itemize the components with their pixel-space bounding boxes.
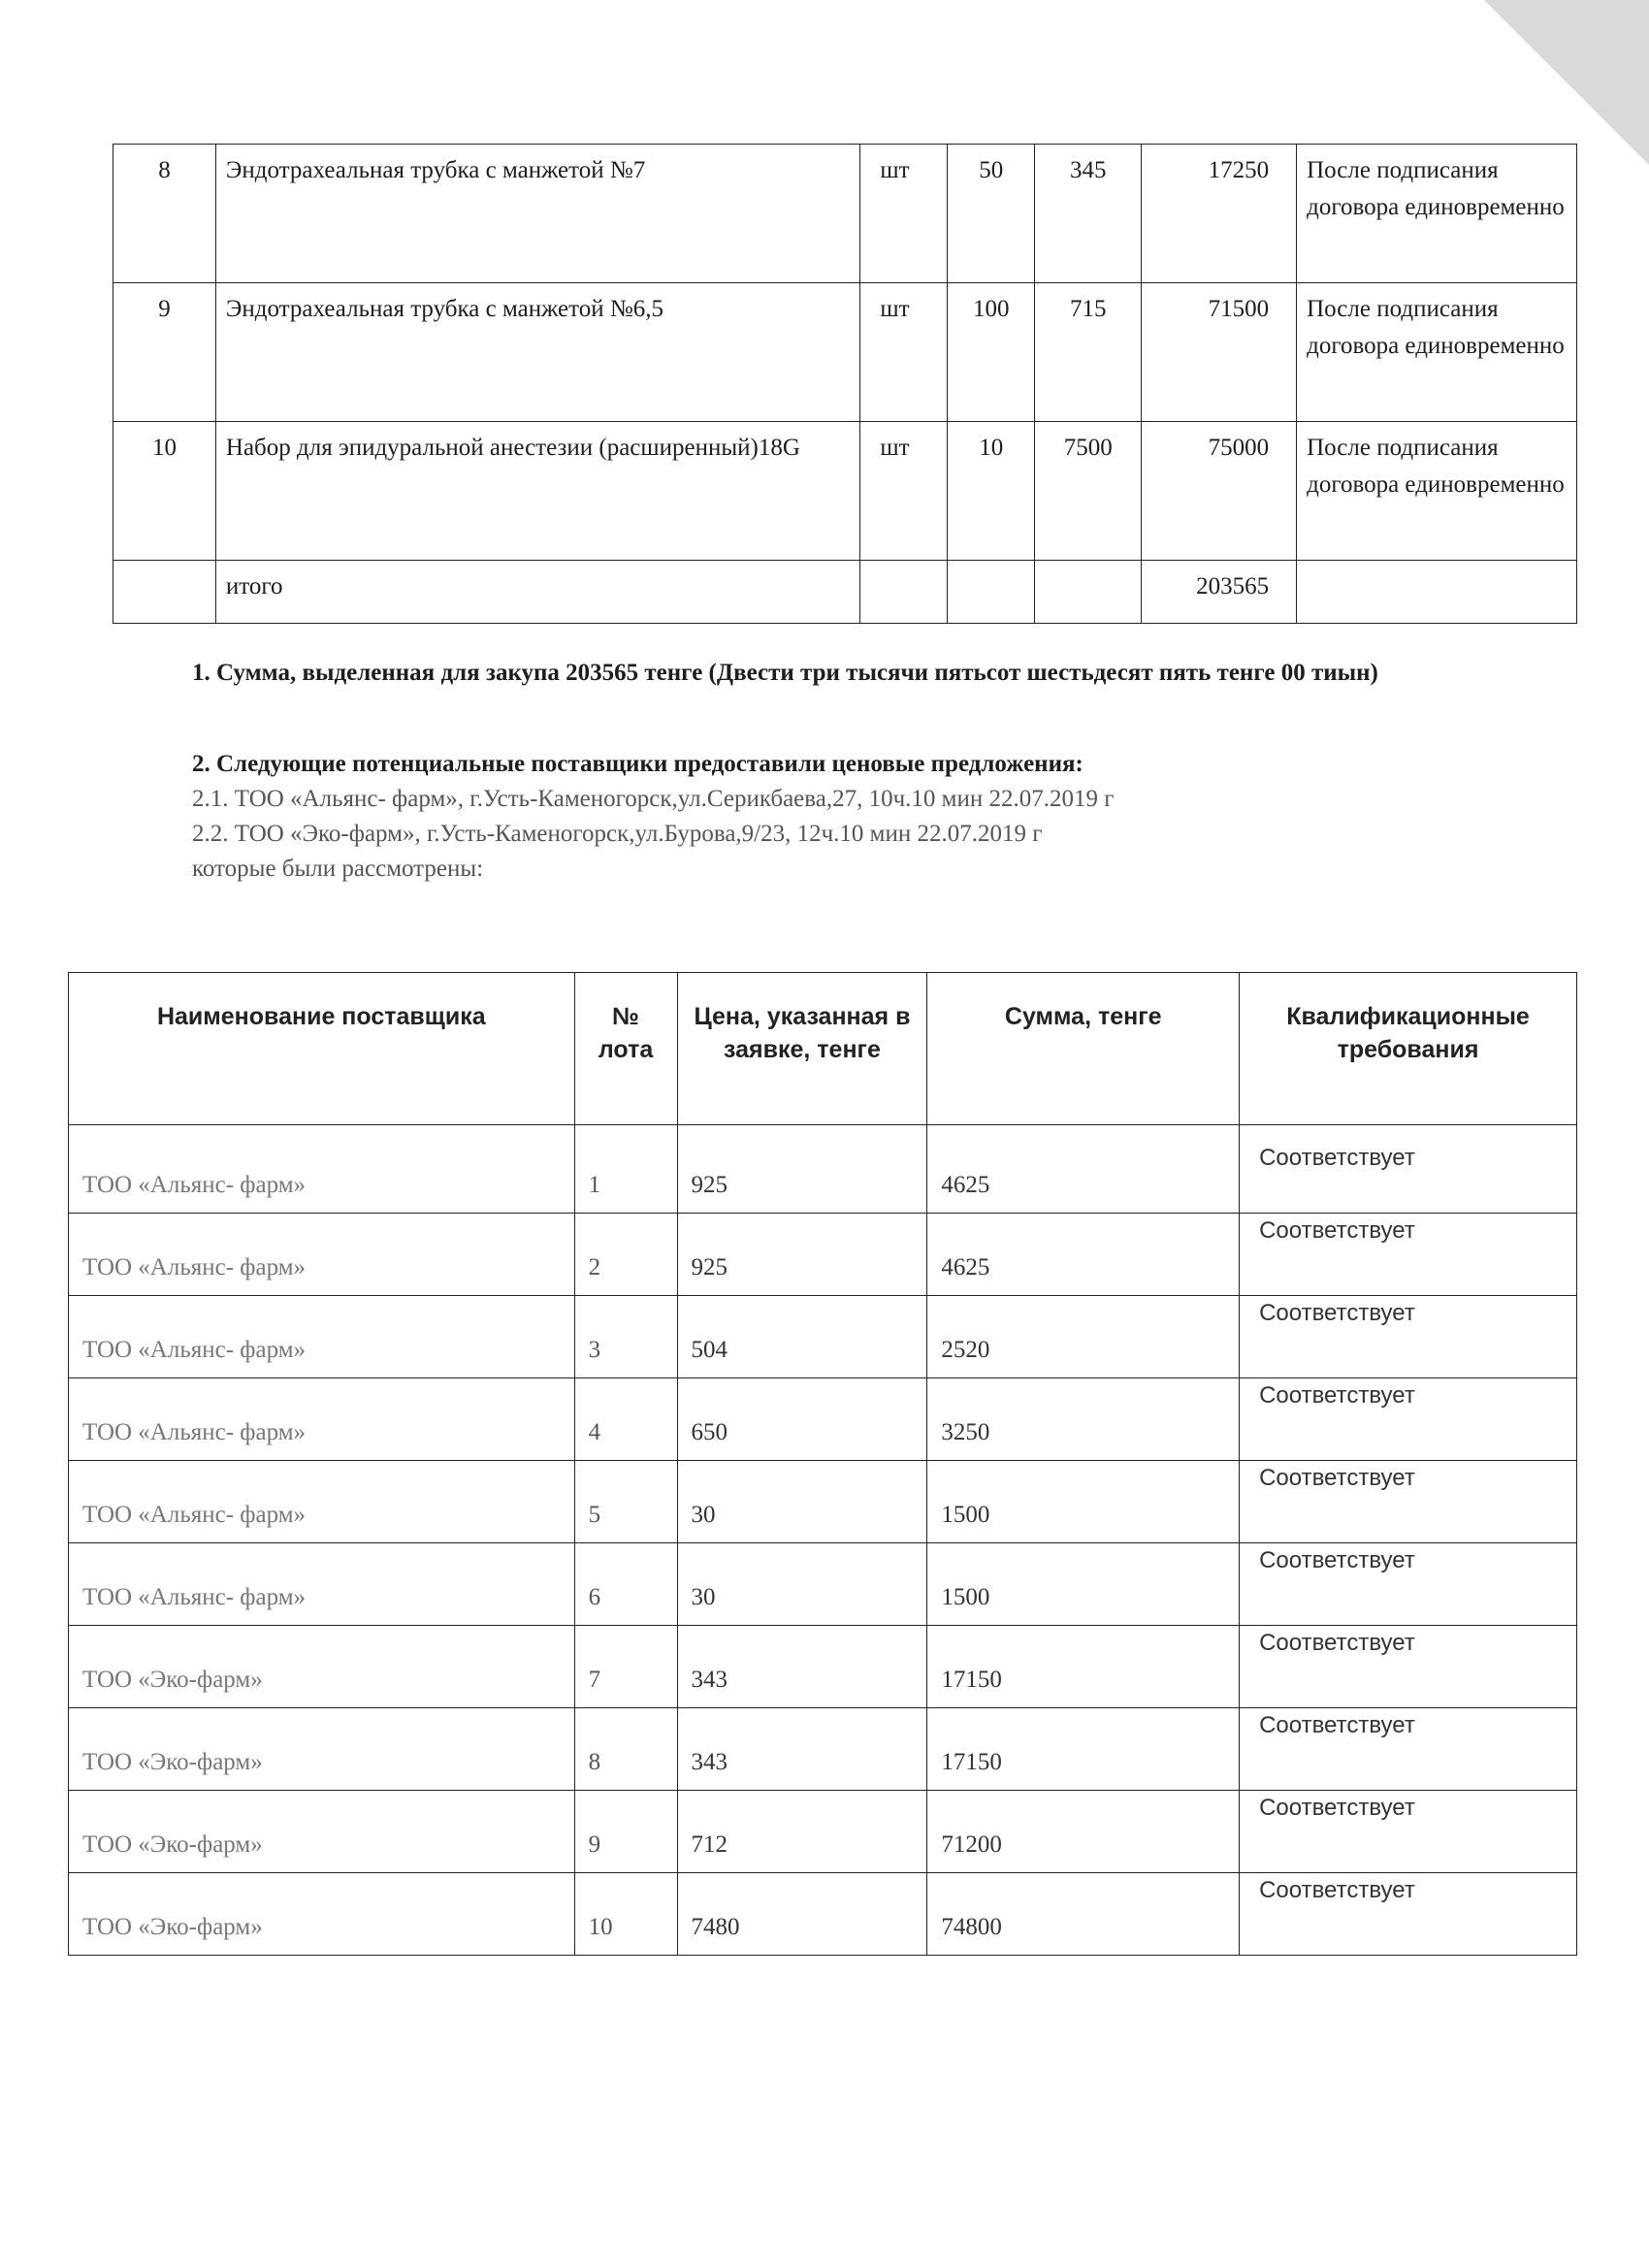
offer-sum: 71200 — [927, 1791, 1240, 1873]
lot-row — [113, 145, 1577, 283]
reviewed-line: которые были рассмотрены: — [192, 856, 484, 882]
empty-cell — [113, 561, 216, 624]
offer-qualification: Соответствует — [1240, 1125, 1577, 1214]
offer-price: 343 — [677, 1708, 927, 1791]
offer-qualification: Соответствует — [1240, 1296, 1577, 1378]
offer-lot: 9 — [574, 1791, 677, 1873]
lot-number: 8 — [113, 145, 216, 283]
lot-sum: 71500 — [1142, 283, 1297, 422]
offer-sum: 2520 — [927, 1296, 1240, 1378]
offer-lot: 1 — [574, 1125, 677, 1214]
empty-cell — [1035, 561, 1142, 624]
lot-quantity: 50 — [948, 145, 1035, 283]
offers-table — [68, 972, 1577, 1956]
offer-supplier: ТОО «Эко-фарм» — [69, 1626, 575, 1708]
offer-qualification: Соответствует — [1240, 1214, 1577, 1296]
offer-qualification: Соответствует — [1240, 1791, 1577, 1873]
header-qualification: Квалификационные требования — [1240, 973, 1577, 1125]
offer-price: 30 — [677, 1461, 927, 1543]
supplier-line-2: 2.2. ТОО «Эко-фарм», г.Усть-Каменогорск,ул.Бурова,9/23, 12ч.10 мин 22.07.2019 г — [192, 821, 1043, 847]
offer-row — [69, 1626, 1577, 1708]
header-price: Цена, указанная в заявке, тенге — [677, 973, 927, 1125]
offer-sum: 1500 — [927, 1461, 1240, 1543]
offer-sum: 17150 — [927, 1626, 1240, 1708]
offer-row — [69, 1543, 1577, 1626]
offer-lot: 10 — [574, 1873, 677, 1956]
offer-supplier: ТОО «Альянс- фарм» — [69, 1461, 575, 1543]
offer-price: 504 — [677, 1296, 927, 1378]
offer-row — [69, 1873, 1577, 1956]
lot-number: 10 — [113, 422, 216, 561]
offer-qualification: Соответствует — [1240, 1873, 1577, 1956]
offer-lot: 6 — [574, 1543, 677, 1626]
offer-supplier: ТОО «Альянс- фарм» — [69, 1125, 575, 1214]
offer-lot: 5 — [574, 1461, 677, 1543]
offer-sum: 3250 — [927, 1378, 1240, 1461]
offer-row — [69, 1214, 1577, 1296]
offer-price: 712 — [677, 1791, 927, 1873]
offer-lot: 7 — [574, 1626, 677, 1708]
header-sum: Сумма, тенге — [927, 973, 1240, 1125]
offer-price: 343 — [677, 1626, 927, 1708]
offer-sum: 4625 — [927, 1125, 1240, 1214]
offer-qualification: Соответствует — [1240, 1543, 1577, 1626]
lot-name: Эндотрахеальная трубка с манжетой №6,5 — [215, 283, 859, 422]
offer-price: 925 — [677, 1125, 927, 1214]
lot-unit: шт — [860, 422, 948, 561]
suppliers-heading: 2. Следующие потенциальные поставщики предоставили ценовые предложения: — [192, 751, 1083, 777]
offer-sum: 1500 — [927, 1543, 1240, 1626]
offer-lot: 4 — [574, 1378, 677, 1461]
lot-price: 345 — [1035, 145, 1142, 283]
offer-row — [69, 1461, 1577, 1543]
empty-cell — [1297, 561, 1577, 624]
total-sum: 203565 — [1142, 561, 1297, 624]
offer-qualification: Соответствует — [1240, 1626, 1577, 1708]
lot-delivery-term: После подписания договора единовременно — [1297, 145, 1577, 283]
folded-corner — [1484, 0, 1649, 165]
empty-cell — [860, 561, 948, 624]
lot-unit: шт — [860, 283, 948, 422]
offer-row — [69, 1708, 1577, 1791]
offer-price: 7480 — [677, 1873, 927, 1956]
supplier-line-1: 2.1. ТОО «Альянс- фарм», г.Усть-Каменогорск,ул.Серикбаева,27, 10ч.10 мин 22.07.2019 г — [192, 786, 1115, 812]
lot-price: 7500 — [1035, 422, 1142, 561]
lot-sum: 17250 — [1142, 145, 1297, 283]
offer-supplier: ТОО «Альянс- фарм» — [69, 1378, 575, 1461]
offer-qualification: Соответствует — [1240, 1378, 1577, 1461]
offer-supplier: ТОО «Эко-фарм» — [69, 1791, 575, 1873]
lot-unit: шт — [860, 145, 948, 283]
total-label: итого — [215, 561, 859, 624]
suppliers-paragraph — [192, 747, 1560, 887]
lot-price: 715 — [1035, 283, 1142, 422]
offer-supplier: ТОО «Эко-фарм» — [69, 1708, 575, 1791]
offer-supplier: ТОО «Альянс- фарм» — [69, 1214, 575, 1296]
header-lot: № лота — [574, 973, 677, 1125]
offer-sum: 17150 — [927, 1708, 1240, 1791]
offer-row — [69, 1125, 1577, 1214]
offer-supplier: ТОО «Альянс- фарм» — [69, 1543, 575, 1626]
offer-price: 650 — [677, 1378, 927, 1461]
lot-name: Набор для эпидуральной анестезии (расширенный)18G — [215, 422, 859, 561]
header-supplier: Наименование поставщика — [69, 973, 575, 1125]
lot-row — [113, 422, 1577, 561]
total-row — [113, 561, 1577, 624]
offer-row — [69, 1378, 1577, 1461]
offer-lot: 3 — [574, 1296, 677, 1378]
offer-sum: 74800 — [927, 1873, 1240, 1956]
offer-row — [69, 1296, 1577, 1378]
lot-row — [113, 283, 1577, 422]
offer-supplier: ТОО «Эко-фарм» — [69, 1873, 575, 1956]
offer-lot: 2 — [574, 1214, 677, 1296]
lot-quantity: 100 — [948, 283, 1035, 422]
offers-header-row — [69, 973, 1577, 1125]
lot-name: Эндотрахеальная трубка с манжетой №7 — [215, 145, 859, 283]
offer-row — [69, 1791, 1577, 1873]
offer-qualification: Соответствует — [1240, 1461, 1577, 1543]
lot-delivery-term: После подписания договора единовременно — [1297, 422, 1577, 561]
offer-qualification: Соответствует — [1240, 1708, 1577, 1791]
offer-price: 30 — [677, 1543, 927, 1626]
offer-supplier: ТОО «Альянс- фарм» — [69, 1296, 575, 1378]
lot-number: 9 — [113, 283, 216, 422]
offer-price: 925 — [677, 1214, 927, 1296]
lots-table — [113, 144, 1577, 624]
empty-cell — [948, 561, 1035, 624]
lot-sum: 75000 — [1142, 422, 1297, 561]
lot-quantity: 10 — [948, 422, 1035, 561]
allocated-sum-paragraph: 1. Сумма, выделенная для закупа 203565 тенге (Двести три тысячи пятьсот шестьдесят пять тенге 00 тиын) — [192, 660, 1378, 686]
offer-sum: 4625 — [927, 1214, 1240, 1296]
offer-lot: 8 — [574, 1708, 677, 1791]
lot-delivery-term: После подписания договора единовременно — [1297, 283, 1577, 422]
